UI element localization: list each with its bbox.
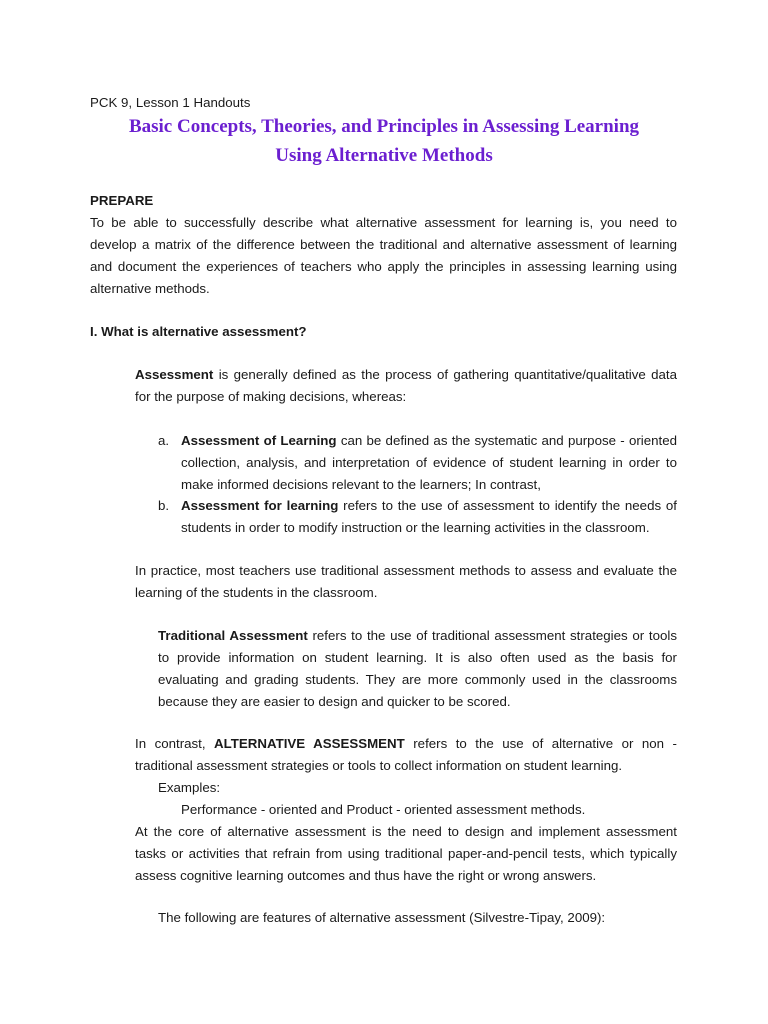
prepare-paragraph: To be able to successfully describe what alternative assessment for learning is, you need to develop a matrix of the difference between the traditional and alternative assessment of learning and document the experiences of teachers who apply the principles in assessing learning using alternative methods. <box>90 215 677 296</box>
alternative-assessment-paragraph <box>135 733 677 777</box>
document-title-line-2: Using Alternative Methods <box>275 145 493 166</box>
assessment-definition-text: is generally defined as the process of gathering quantitative/qualitative data for the purpose of making decisions, whereas: <box>135 367 677 404</box>
examples-label: Examples: <box>158 780 221 795</box>
list-marker-a: a. <box>158 433 170 448</box>
assessment-definition <box>135 364 677 408</box>
traditional-term: Traditional Assessment <box>158 628 308 643</box>
document-title-line-1: Basic Concepts, Theories, and Principles in Assessing Learning <box>128 116 640 137</box>
core-paragraph: At the core of alternative assessment is the need to design and implement assessment tasks or activities that refrain from using traditional paper-and-pencil tests, which typically assess cognitive learning outcomes and thus have the right or wrong answers. <box>135 824 677 883</box>
list-item-text: refers to the use of assessment to identify the needs of students in order to modify instruction or the learning activities in the classroom. <box>181 498 677 535</box>
list-item-term: Assessment for learning <box>181 498 339 513</box>
handout-header: PCK 9, Lesson 1 Handouts <box>90 95 251 110</box>
traditional-assessment-paragraph <box>158 625 677 713</box>
list-item-assessment-of-learning <box>181 430 677 496</box>
practice-paragraph: In practice, most teachers use traditional assessment methods to assess and evaluate the learning of the students in the classroom. <box>135 563 677 600</box>
examples-text: Performance - oriented and Product - oriented assessment methods. <box>181 802 586 817</box>
list-marker-b: b. <box>158 498 170 513</box>
alternative-term: ALTERNATIVE ASSESSMENT <box>214 736 405 751</box>
list-item-term: Assessment of Learning <box>181 433 337 448</box>
features-intro: The following are features of alternative assessment (Silvestre-Tipay, 2009): <box>158 910 606 925</box>
alternative-prefix: In contrast, <box>135 736 215 751</box>
list-item-assessment-for-learning <box>181 495 677 539</box>
assessment-term: Assessment <box>135 367 214 382</box>
alternative-definition: refers to the use of alternative or non - traditional assessment strategies or tools to collect information on student learning. <box>135 736 677 773</box>
section-1-heading: I. What is alternative assessment? <box>90 324 307 339</box>
prepare-heading: PREPARE <box>90 193 154 208</box>
traditional-definition: refers to the use of traditional assessment strategies or tools to provide information on student learning. It is also often used as the basis for evaluating and grading students. They are more commonly used in the classrooms because they are easier to design and quicker to be scored. <box>158 628 677 709</box>
list-item-text: can be defined as the systematic and purpose - oriented collection, analysis, and interpretation of evidence of student learning in order to make informed decisions relevant to the learners; In contrast, <box>181 433 677 492</box>
